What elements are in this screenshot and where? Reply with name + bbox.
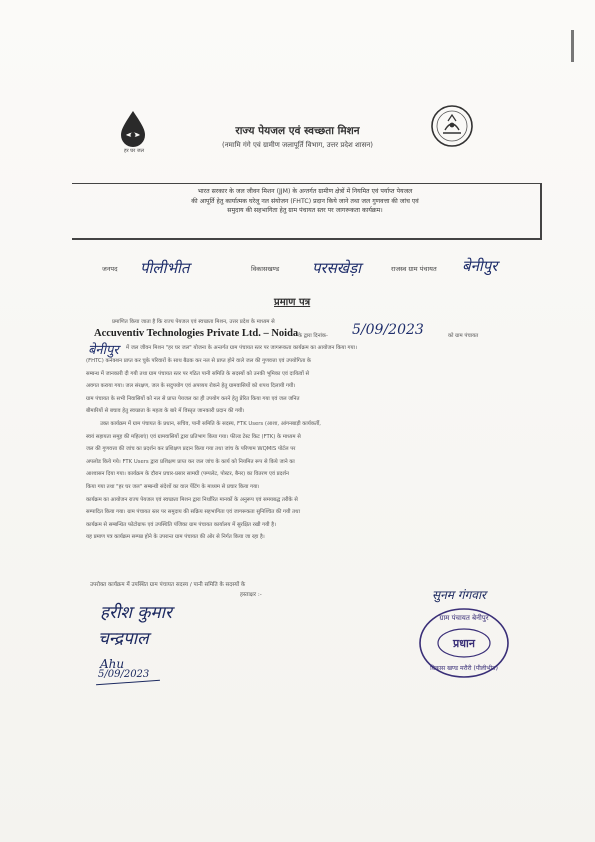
intro-paragraph xyxy=(96,187,514,216)
closing-note xyxy=(90,580,390,600)
body-line: ग्राम पंचायत के सभी निवासियों को नल से प्राप्त पेयजल का ही उपयोग करने हेतु प्रेरित किया गया एवं जल जनित xyxy=(86,395,300,402)
block-value: परसखेड़ा xyxy=(312,259,361,277)
district-label: जनपद xyxy=(102,265,118,273)
district-value: पीलीभीत xyxy=(140,259,190,277)
body-line: में जल जीवन मिशन "हर घर जल" योजना के अन्तर्गत ग्राम पंचायत स्तर पर जागरूकता कार्यक्रम का आयोजन किया गया। xyxy=(126,345,357,351)
body-line: (FHTC) कनेक्शन प्राप्त कर चुके परिवारों के साथ बैठक कर नल से प्राप्त होने वाले जल की गुणवत्ता एवं उपयोगिता के xyxy=(86,358,311,364)
closing-line: हस्ताक्षर :- xyxy=(240,592,262,598)
body-line: जल की गुणवत्ता की जांच का प्रदर्शन कर प्रशिक्षण प्रदान किया गया तथा जांच के परिणाम WQMIS पोर्टल पर xyxy=(86,446,296,453)
body-line: सम्पादित किया गया। ग्राम पंचायत स्तर पर समुदाय की सक्रिय सहभागिता एवं जागरूकता सुनिश्चित की गयी तथा xyxy=(86,509,300,516)
stamp-bottom-text: विकास खण्ड मरौरी (पीलीभीत) xyxy=(430,665,498,672)
signature-date: 5/09/2023 xyxy=(98,669,150,680)
body-line: अवगत कराया गया। जल संरक्षण, जल के सदुपयोग एवं अपव्यय रोकने हेतु ग्रामवासियों को शपथ दिलायी गयी। xyxy=(86,383,296,390)
body-line: किया गया तथा "हर घर जल" सम्बन्धी संदेशों का वाल पेंटिंग के माध्यम से प्रचार किया गया। xyxy=(86,483,260,490)
certificate-body-rest xyxy=(86,355,544,544)
certificate-line: प्रमाणित किया जाता है कि राज्य पेयजल एवं स्वच्छता मिशन, उत्तर प्रदेश के माध्यम से xyxy=(112,319,275,325)
mission-title: राज्य पेयजल एवं स्वच्छता मिशन xyxy=(235,125,360,137)
block-label: विकासखण्ड xyxy=(251,265,280,273)
body-line: उक्त कार्यक्रम में ग्राम पंचायत के प्रधान, सचिव, पानी समिति के सदस्य, FTK Users (आशा, आंगनबाड़ी कार्यकर्ती, xyxy=(100,420,321,427)
body-line: कार्यक्रम से सम्बन्धित फोटोग्राफ एवं उपस्थिति पंजिका ग्राम पंचायत कार्यालय में सुरक्षित रखी गयी है। xyxy=(86,521,277,528)
intro-line: समुदाय की सहभागिता हेतु ग्राम पंचायत स्तर पर जागरूकता कार्यक्रम। xyxy=(227,207,383,215)
initials-signature: Ahu xyxy=(100,657,125,671)
event-date-handwritten: 5/09/2023 xyxy=(352,322,424,338)
company-name: Accuventiv Technologies Private Ltd. – Noida xyxy=(94,328,299,339)
body-line: अपलोड किये गये। FTK Users द्वारा प्रशिक्षण प्राप्त कर जल जांच के कार्य को नियमित रूप से किये जाने का xyxy=(86,458,295,465)
member-signature-1: हरीश कुमार xyxy=(100,603,172,623)
certificate-line: को ग्राम पंचायत xyxy=(448,333,479,339)
body-line: बीमारियों से बचाव हेतु स्वच्छता के महत्व के बारे में विस्तृत जानकारी प्रदान की गयी। xyxy=(86,408,245,415)
stamp-center-text: प्रधान xyxy=(453,637,475,650)
stamp-top-text: ग्राम पंचायत बेनीपुर xyxy=(439,614,489,622)
member-signature-2: चन्द्रपाल xyxy=(98,629,149,649)
intro-line: की आपूर्ति हेतु कार्यात्मक घरेलू नल संयोजन (FHTC) प्रदान किये जाने तथा जल गुणवत्ता की जांच एवं xyxy=(191,197,419,205)
intro-line: भारत सरकार के जल जीवन मिशन (JJM) के अन्तर्गत ग्रामीण क्षेत्रों में नियमित एवं पर्याप्त पेयजल xyxy=(197,188,413,195)
certificate-body xyxy=(126,342,544,355)
gram-panchayat-value: बेनीपुर xyxy=(462,257,498,275)
certificate-line: के द्वारा दिनांक- xyxy=(298,333,328,339)
body-line: सम्बन्ध में जानकारी दी गयी तथा ग्राम पंचायत स्तर पर गठित पानी समिति के सदस्यों को उनकी भूमिका एवं दायित्वों से xyxy=(86,370,310,377)
gram-panchayat-label: राजस्व ग्राम पंचायत xyxy=(391,265,437,273)
scan-mark xyxy=(571,30,574,62)
mission-subtitle: (नमामि गंगे एवं ग्रामीण जलापूर्ति विभाग, उत्तर प्रदेश शासन) xyxy=(222,141,373,149)
certificate-title: प्रमाण पत्र xyxy=(274,297,311,308)
pradhan-stamp xyxy=(418,606,510,680)
closing-line: उपरोक्त कार्यक्रम में उपस्थित ग्राम पंचायत सदस्य / पानी समिति के सदस्यों के xyxy=(90,582,246,588)
pradhan-name-signature: सुनम गंगवार xyxy=(432,588,486,602)
body-line: कार्यक्रम का आयोजन राज्य पेयजल एवं स्वच्छता मिशन द्वारा निर्धारित मानकों के अनुरूप एवं समयबद्ध तरीके से xyxy=(86,496,298,503)
logo-caption: हर घर जल xyxy=(124,148,144,154)
body-line: स्वयं सहायता समूह की महिलाएं) एवं ग्रामवासियों द्वारा प्रतिभाग किया गया। फील्ड टेस्ट किट (FTK) के माध्यम से xyxy=(86,433,301,440)
village-handwritten: बेनीपुर xyxy=(88,343,119,358)
body-line: यह प्रमाण पत्र कार्यक्रम सम्पन्न होने के उपरान्त ग्राम पंचायत की ओर से निर्गत किया जा रहा है। xyxy=(86,534,265,541)
body-line: आश्वासन दिया गया। कार्यक्रम के दौरान प्रचार-प्रसार सामग्री (पम्पलेट, पोस्टर, बैनर) का वितरण एवं प्रदर्शन xyxy=(86,471,289,478)
